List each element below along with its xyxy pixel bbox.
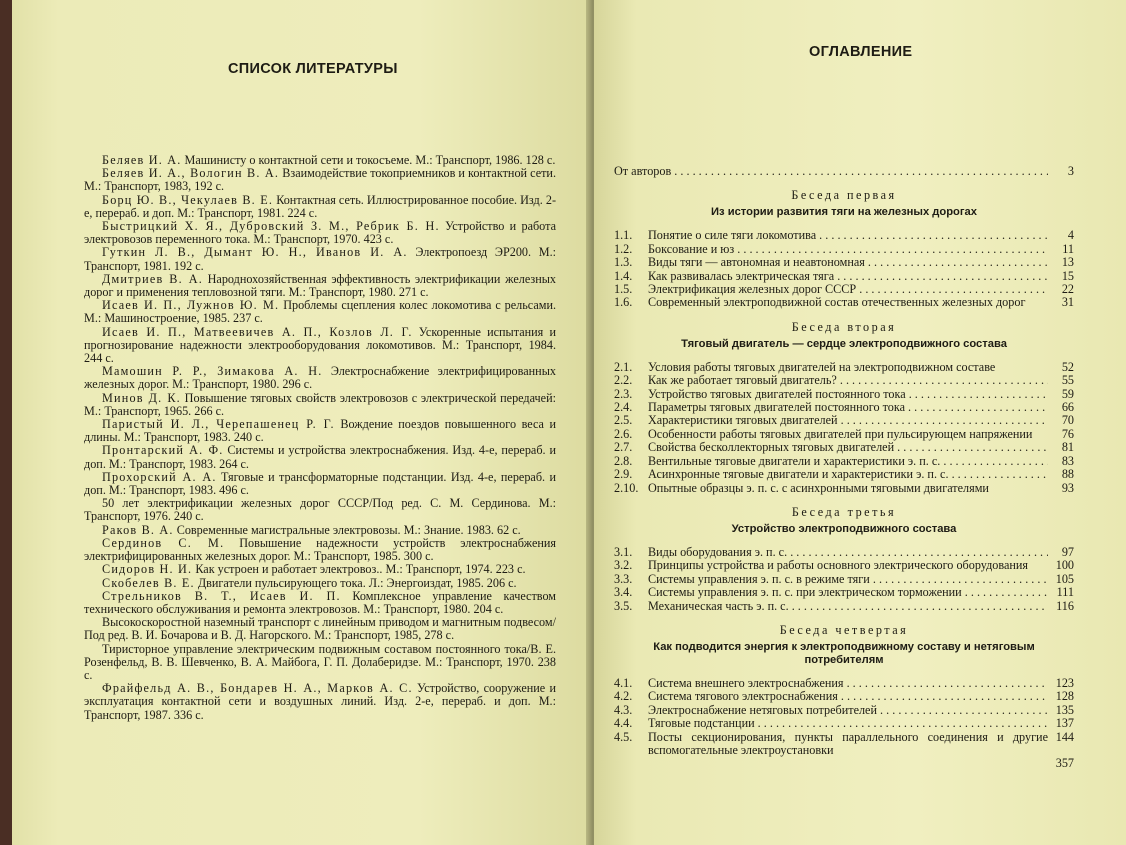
toc-number: 4.2. [614, 689, 633, 704]
table-of-contents [614, 165, 1074, 771]
toc-label: Особенности работы тяговых двигателей при пульсирующем напряжении [648, 427, 1033, 441]
bibliography-entry [84, 246, 556, 272]
contents-page [594, 0, 1126, 845]
toc-page-number: 100 [1055, 558, 1074, 573]
toc-number: 1.1. [614, 228, 633, 243]
toc-page-number: 31 [1061, 295, 1074, 310]
toc-row [614, 270, 1074, 283]
toc-label: Электроснабжение нетяговых потребителей . . . [648, 704, 1048, 717]
bibliography-entry [84, 616, 556, 642]
entry-text: Как устроен и работает электровоз.. М.: Транспорт, 1974. 223 с. [195, 562, 526, 577]
conversation-title: Устройство электроподвижного состава [731, 522, 957, 535]
toc-page-number: 11 [1062, 241, 1074, 256]
entry-authors: Гуткин Л. В., Дымант Ю. Н., Иванов И. А. [102, 245, 408, 260]
bibliography-entry [84, 444, 556, 470]
bibliography-entry [84, 537, 556, 563]
entry-authors: Пронтарский А. Ф. [102, 443, 224, 458]
toc-number: 1.5. [614, 282, 633, 297]
toc-page-number: 88 [1061, 467, 1074, 482]
toc-page-number: 135 [1055, 702, 1074, 717]
bibliography-entry [84, 167, 556, 193]
toc-number: 3.5. [614, 598, 633, 613]
bibliography-entry [84, 326, 556, 366]
toc-row [614, 361, 1074, 374]
entry-text: Проблемы сцепления колес локомотива с рельсами. М.: Машиностроение, 1985. 237 с. [84, 298, 557, 326]
toc-page-number: 111 [1056, 585, 1074, 600]
toc-label: Механическая часть э. п. с. . . . [648, 600, 1048, 613]
entry-text: Устройство, сооружение и эксплуатация контактной сети и воздушных линий. Изд. 2-е, перераб. и доп. М.: Транспорт, 1987. 336 с. [84, 681, 556, 722]
toc-page-number: 70 [1061, 413, 1074, 428]
toc-number: 3.2. [614, 558, 633, 573]
entry-authors: Прохорский А. А. [102, 469, 217, 484]
toc-label: Принципы устройства и работы основного электрического оборудования [648, 559, 1029, 573]
entry-text: Электроснабжение электрифицированных железных дорог. М.: Транспорт, 1980. 296 с. [84, 364, 556, 392]
toc-page-number: 123 [1055, 675, 1074, 690]
toc-row [614, 677, 1074, 690]
toc-page-number: 55 [1061, 373, 1074, 388]
bibliography-entry [84, 220, 556, 246]
toc-page-number: 52 [1061, 359, 1074, 374]
toc-page-number: 66 [1061, 400, 1074, 415]
entry-authors: Беляев И. А., Вологин В. А. [102, 166, 280, 181]
toc-trailing-row [614, 757, 1074, 770]
toc-intro-label: От авторов . . . [614, 165, 1048, 178]
toc-label: Боксование и юз . . . [648, 243, 1048, 256]
toc-label: Тяговые подстанции . . . [648, 717, 1048, 730]
toc-label: Системы управления э. п. с. при электрическом торможении . . . [648, 586, 1048, 599]
conversation-heading: Беседа вторая [791, 319, 897, 334]
conversation-heading: Беседа первая [791, 188, 897, 203]
toc-row [614, 690, 1074, 703]
bibliography-entry [84, 194, 556, 220]
toc-page-number: 83 [1061, 453, 1074, 468]
toc-page-number: 13 [1061, 255, 1074, 270]
entry-text: Народнохозяйственная эффективность электрификации железных дорог и применения тепловозной тяги. М.: Транспорт, 1980. 271 с. [84, 271, 556, 300]
entry-authors: Сердинов С. М. [102, 535, 225, 550]
toc-page-number: 15 [1061, 268, 1074, 283]
toc-row [614, 731, 1074, 758]
toc-row [614, 401, 1074, 414]
toc-number: 2.2. [614, 373, 633, 388]
toc-row [614, 414, 1074, 427]
entry-authors: Паристый И. Л., Черепашенец Р. Г. [102, 417, 335, 432]
entry-authors: Фрайфельд А. В., Бондарев Н. А., Марков А. С. [102, 681, 413, 696]
toc-page-number: 116 [1056, 598, 1074, 613]
toc-number: 2.9. [614, 467, 633, 482]
toc-row [614, 546, 1074, 559]
toc-label: Устройство тяговых двигателей постоянного тока . . . [648, 388, 1048, 401]
conversation-heading: Беседа третья [791, 504, 897, 519]
toc-number: 2.10. [614, 480, 639, 495]
toc-label: Вентильные тяговые двигатели и характеристики э. п. с. . . . [648, 455, 1048, 468]
bibliography-list [84, 154, 556, 722]
bibliography-entry [84, 365, 556, 391]
bibliography-entry [84, 392, 556, 418]
toc-row [614, 704, 1074, 717]
toc-row [614, 388, 1074, 401]
entry-authors: Стрельников В. Т., Исаев И. П. [102, 588, 341, 603]
toc-number: 1.6. [614, 295, 633, 310]
entry-authors: Исаев И. П., Лужнов Ю. М. [102, 298, 280, 313]
toc-page-number: 22 [1061, 282, 1074, 297]
entry-text: Устройство и работа электровозов переменного тока. М.: Транспорт, 1970. 423 с. [84, 219, 556, 247]
entry-text: Тиристорное управление электрическим подвижным составом постоянного тока/В. Е. Розенфельд, В. В. Шевченко, В. А. Майбога, Г. П. Долаберидзе. М.: Транспорт, 1970. 238 с. [84, 641, 556, 682]
toc-number: 4.5. [614, 729, 633, 744]
toc-page-number: 144 [1055, 729, 1074, 744]
entry-authors: Дмитриев В. А. [102, 271, 203, 286]
entry-text: Электропоезд ЭР200. М.: Транспорт, 1981. 192 с. [84, 245, 557, 273]
conversation-heading: Беседа четвертая [779, 622, 909, 637]
bibliography-entry [84, 273, 556, 299]
toc-row [614, 283, 1074, 296]
toc-label: Как же работает тяговый двигатель? . . . [648, 374, 1048, 387]
bibliography-entry [84, 682, 556, 722]
entry-authors: Мамошин Р. Р., Зимакова А. Н. [102, 364, 323, 379]
toc-row [614, 482, 1074, 495]
conversation-title: Тяговый двигатель — сердце электроподвижного состава [681, 337, 1007, 350]
entry-text: Высокоскоростной наземный транспорт с линейным приводом и магнитным подвесом/Под ред. В. И. Бочарова и В. Д. Нагорского. М.: Транспорт, 1985, 278 с. [84, 615, 556, 643]
toc-label: Опытные образцы э. п. с. с асинхронными тяговыми двигателями [648, 481, 989, 495]
toc-label: Условия работы тяговых двигателей на электроподвижном составе [648, 360, 996, 374]
toc-number: 1.4. [614, 268, 633, 283]
toc-number: 1.2. [614, 241, 633, 256]
toc-label: Свойства бесколлекторных тяговых двигателей . . . [648, 441, 1048, 454]
toc-label: Понятие о силе тяги локомотива . . . [648, 229, 1048, 242]
toc-row [614, 374, 1074, 387]
toc-number: 4.1. [614, 675, 633, 690]
entry-text: 50 лет электрификации железных дорог СССР/Под ред. С. М. Сердинова. М.: Транспорт, 1976. 240 с. [84, 496, 556, 524]
entry-text: Современные магистральные электровозы. М.: Знание. 1983. 62 с. [176, 522, 521, 537]
toc-number: 2.3. [614, 386, 633, 401]
entry-authors: Беляев И. А. [102, 153, 182, 167]
toc-page-number: 137 [1055, 716, 1074, 731]
toc-label: Посты секционирования, пункты параллельного соединения и другие вспомогательные электроустановки [648, 730, 1048, 757]
entry-authors: Сидоров Н. И. [102, 562, 193, 577]
entry-text: Двигатели пульсирующего тока. Л.: Энергоиздат, 1985. 206 с. [197, 575, 517, 590]
toc-row [614, 229, 1074, 242]
toc-page-number: 76 [1061, 426, 1074, 441]
toc-row [614, 256, 1074, 269]
bibliography-entry [84, 590, 556, 616]
bibliography-entry [84, 497, 556, 523]
toc-number: 3.3. [614, 571, 633, 586]
contents-title: ОГЛАВЛЕНИЕ [809, 44, 913, 60]
toc-label: Как развивалась электрическая тяга . . . [648, 270, 1048, 283]
toc-label: Виды тяги — автономная и неавтономная . . . [648, 256, 1048, 269]
conversation-title: Из истории развития тяги на железных дорогах [710, 206, 977, 219]
entry-authors: Раков В. А. [102, 522, 174, 537]
toc-label: Виды оборудования э. п. с. . . . [648, 546, 1048, 559]
toc-page-number: 81 [1061, 440, 1074, 455]
bibliography-entry [84, 471, 556, 497]
entry-text: Ускоренные испытания и прогнозирование надежности электрооборудования локомотивов. М.: Транспорт, 1984. 244 с. [84, 324, 556, 366]
toc-label: Система тягового электроснабжения . . . [648, 690, 1048, 703]
toc-page-number: 97 [1061, 544, 1074, 559]
toc-row [614, 586, 1074, 599]
entry-authors: Минов Д. К. [102, 390, 181, 405]
toc-row [614, 600, 1074, 613]
toc-number: 2.4. [614, 400, 633, 415]
toc-label: Система внешнего электроснабжения . . . [648, 677, 1048, 690]
toc-row [614, 717, 1074, 730]
toc-intro-row [614, 165, 1074, 178]
toc-label: Асинхронные тяговые двигатели и характеристики э. п. с. . . . [648, 468, 1048, 481]
toc-trailing-page: 357 [1055, 756, 1074, 771]
entry-text: Вождение поездов повышенного веса и длины. М.: Транспорт, 1983. 240 с. [84, 417, 556, 445]
toc-label: Системы управления э. п. с. в режиме тяги . . . [648, 573, 1048, 586]
conversation-title: Как подводится энергия к электроподвижному составу и нетяговым потребителям [653, 640, 1035, 666]
bibliography-entry [84, 299, 556, 325]
entry-authors: Скобелев В. Е. [102, 575, 195, 590]
entry-text: Тяговые и трансформаторные подстанции. Изд. 4-е, перераб. и доп. М.: Транспорт, 1983. 496 с. [84, 469, 557, 498]
toc-number: 4.3. [614, 702, 633, 717]
entry-authors: Быстрицкий Х. Я., Дубровский З. М., Ребрик Б. Н. [102, 219, 440, 234]
entry-text: Повышение тяговых свойств электровозов с электрической передачей: М.: Транспорт, 1965. 266 с. [84, 390, 556, 418]
entry-text: Машинисту о контактной сети и токосъеме. М.: Транспорт, 1986. 128 с. [184, 153, 556, 167]
toc-label: Параметры тяговых двигателей постоянного тока . . . [648, 401, 1048, 414]
toc-row [614, 455, 1074, 468]
bibliography-entry [84, 643, 556, 683]
toc-page-number: 93 [1061, 480, 1074, 495]
toc-label: Характеристики тяговых двигателей . . . [648, 414, 1048, 427]
entry-text: Взаимодействие токоприемников и контактной сети. М.: Транспорт, 1983, 192 с. [84, 166, 557, 194]
bibliography-page [12, 0, 592, 845]
book-cover-edge [0, 0, 12, 845]
toc-number: 4.4. [614, 716, 633, 731]
toc-page-number: 128 [1055, 689, 1074, 704]
toc-number: 3.4. [614, 585, 633, 600]
entry-text: Комплексное управление качеством технического обслуживания и ремонта электровозов. М.: Транспорт, 1980. 204 с. [84, 588, 557, 616]
toc-number: 2.8. [614, 453, 633, 468]
toc-row [614, 468, 1074, 481]
toc-page-number: 4 [1067, 228, 1074, 243]
toc-row [614, 559, 1074, 572]
toc-number: 2.1. [614, 359, 633, 374]
toc-row [614, 243, 1074, 256]
entry-authors: Исаев И. П., Матвеевичев А. П., Козлов Л. Г. [102, 324, 413, 339]
toc-number: 3.1. [614, 544, 633, 559]
toc-page-number: 105 [1055, 571, 1074, 586]
entry-text: Повышение надежности устройств электроснабжения электрифицированных железных дорог. М.: Транспорт, 1985. 300 с. [84, 535, 557, 564]
bibliography-title: СПИСОК ЛИТЕРАТУРЫ [228, 61, 398, 77]
toc-number: 2.6. [614, 426, 633, 441]
entry-authors: Борц Ю. В., Чекулаев В. Е. [102, 192, 274, 207]
toc-number: 2.7. [614, 440, 633, 455]
toc-row [614, 573, 1074, 586]
entry-text: Системы и устройства электроснабжения. Изд. 4-е, перераб. и доп. М.: Транспорт, 1983. 264 с. [84, 443, 556, 471]
toc-label: Современный электроподвижной состав отечественных железных дорог [648, 296, 1026, 310]
entry-text: Контактная сеть. Иллюстрированное пособие. Изд. 2-е, перераб. и доп. М.: Транспорт, 1981. 224 с. [84, 192, 557, 220]
toc-number: 2.5. [614, 413, 633, 428]
toc-row [614, 428, 1074, 441]
toc-row [614, 296, 1074, 309]
toc-number: 1.3. [614, 255, 633, 270]
toc-intro-page: 3 [1067, 164, 1074, 178]
toc-label: Электрификация железных дорог СССР . . . [648, 283, 1048, 296]
toc-row [614, 441, 1074, 454]
bibliography-entry [84, 418, 556, 444]
toc-page-number: 59 [1061, 386, 1074, 401]
